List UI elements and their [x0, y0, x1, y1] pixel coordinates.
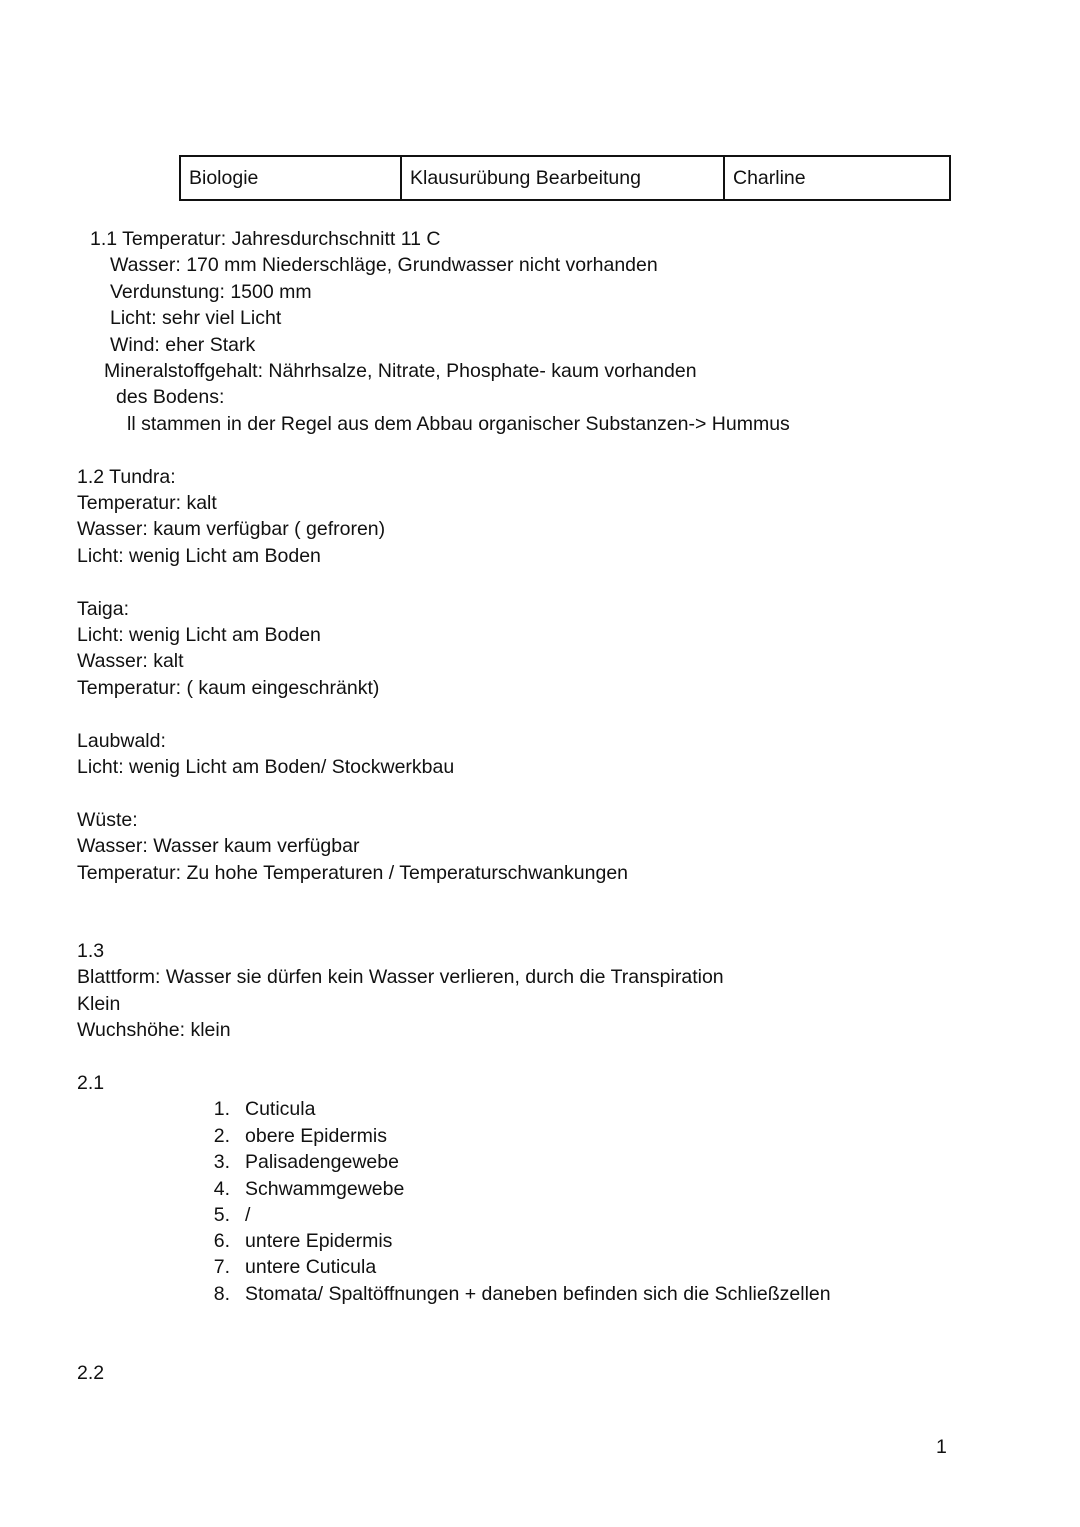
s1-1-origin-line: ll stammen in der Regel aus dem Abbau organischer Substanzen-> Hummus [127, 413, 790, 435]
wueste-heading: Wüste: [77, 809, 138, 831]
list-item: Palisadengewebe [245, 1151, 399, 1173]
list-item: obere Epidermis [245, 1125, 387, 1147]
tundra-line: Wasser: kaum verfügbar ( gefroren) [77, 518, 386, 540]
list-item-number: 7. [213, 1256, 230, 1278]
tundra-line: Licht: wenig Licht am Boden [77, 545, 321, 567]
s2-2-heading: 2.2 [77, 1362, 105, 1384]
header-table [179, 155, 951, 201]
list-item: untere Cuticula [245, 1256, 377, 1278]
list-item-number: 8. [213, 1283, 230, 1305]
list-item-number: 6. [213, 1230, 230, 1252]
taiga-heading: Taiga: [77, 598, 130, 620]
taiga-line: Temperatur: ( kaum eingeschränkt) [77, 677, 380, 699]
wueste-line: Temperatur: Zu hohe Temperaturen / Temperaturschwankungen [77, 862, 629, 884]
list-item-number: 2. [213, 1125, 230, 1147]
s1-1-minerals-line: Mineralstoffgehalt: Nährhsalze, Nitrate, Phosphate- kaum vorhanden [104, 360, 697, 382]
list-item: Stomata/ Spaltöffnungen + daneben befinden sich die Schließzellen [245, 1283, 831, 1305]
s1-1-wind-line: Wind: eher Stark [110, 334, 256, 356]
header-row [180, 156, 950, 200]
page-number: 1 [936, 1436, 947, 1458]
list-item-number: 1. [213, 1098, 230, 1120]
laubwald-line: Licht: wenig Licht am Boden/ Stockwerkbau [77, 756, 455, 778]
s1-3-line: Wuchshöhe: klein [77, 1019, 231, 1041]
list-item-number: 4. [213, 1178, 230, 1200]
s1-1-evaporation-line: Verdunstung: 1500 mm [110, 281, 312, 303]
list-item: Cuticula [245, 1098, 316, 1120]
list-item: Schwammgewebe [245, 1178, 405, 1200]
list-item: / [245, 1204, 251, 1226]
list-item-number: 5. [213, 1204, 230, 1226]
s2-1-heading: 2.1 [77, 1072, 105, 1094]
wueste-line: Wasser: Wasser kaum verfügbar [77, 835, 360, 857]
s1-3-heading: 1.3 [77, 940, 105, 962]
list-item-number: 3. [213, 1151, 230, 1173]
s1-1-heading-line: 1.1 Temperatur: Jahresdurchschnitt 11 C [90, 228, 441, 250]
list-item: untere Epidermis [245, 1230, 393, 1252]
taiga-line: Licht: wenig Licht am Boden [77, 624, 321, 646]
s1-3-line: Klein [77, 993, 121, 1015]
s1-3-line: Blattform: Wasser sie dürfen kein Wasser verlieren, durch die Transpiration [77, 966, 724, 988]
header-subject: Biologie [180, 156, 401, 200]
s1-1-water-line: Wasser: 170 mm Niederschläge, Grundwasser nicht vorhanden [110, 254, 658, 276]
tundra-line: Temperatur: kalt [77, 492, 217, 514]
s1-2-heading: 1.2 Tundra: [77, 466, 176, 488]
header-title: Klausurübung Bearbeitung [401, 156, 724, 200]
s1-1-soil-line: des Bodens: [116, 386, 225, 408]
s1-1-light-line: Licht: sehr viel Licht [110, 307, 282, 329]
header-author: Charline [724, 156, 950, 200]
taiga-line: Wasser: kalt [77, 650, 184, 672]
laubwald-heading: Laubwald: [77, 730, 166, 752]
